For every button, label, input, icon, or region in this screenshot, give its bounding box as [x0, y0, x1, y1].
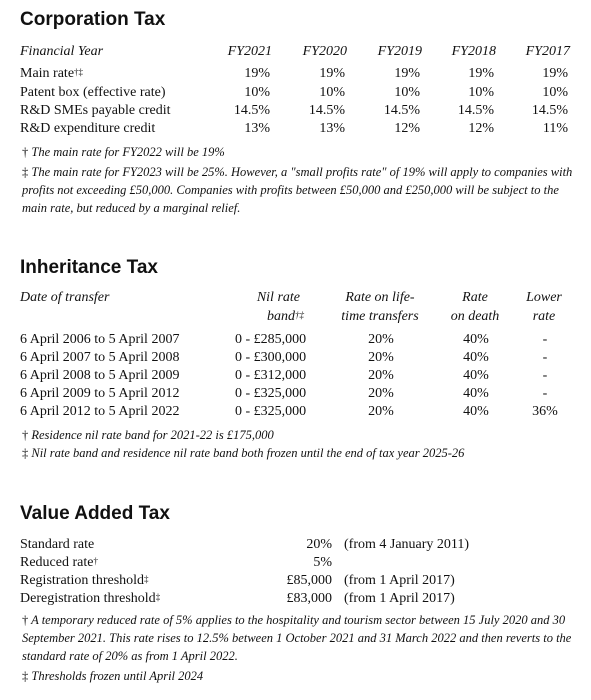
table-cell: 19%	[394, 66, 420, 81]
table-cell-band: 0 - £300,000	[235, 350, 307, 365]
footnote	[22, 163, 577, 217]
table-cell-note: (from 1 April 2017)	[344, 573, 455, 588]
table-row-label	[20, 573, 149, 589]
table-cell: 19%	[319, 66, 345, 81]
table-cell-lower: 36%	[532, 404, 558, 419]
table-row-label: R&D SMEs payable credit	[20, 103, 171, 118]
table-cell-period: 6 April 2009 to 5 April 2012	[20, 386, 180, 401]
table-cell: 19%	[468, 66, 494, 81]
life-rate-header: Rate on life-	[345, 290, 415, 305]
footnote-mark: ‡	[155, 592, 161, 602]
year-header: FY2017	[525, 44, 570, 59]
lower-rate-header: Lower	[526, 290, 562, 305]
corporation-tax-title: Corporation Tax	[20, 9, 166, 30]
table-cell-death: 40%	[463, 350, 489, 365]
table-cell: 10%	[319, 85, 345, 100]
table-cell-band: 0 - £325,000	[235, 386, 307, 401]
table-cell: 10%	[542, 85, 568, 100]
table-cell-lower: -	[542, 332, 548, 347]
table-cell: 14.5%	[531, 103, 568, 118]
table-cell-period: 6 April 2012 to 5 April 2022	[20, 404, 180, 419]
table-row-label	[20, 555, 98, 571]
table-cell-value: £83,000	[286, 591, 332, 606]
table-cell: 14.5%	[233, 103, 270, 118]
table-cell-note: (from 1 April 2017)	[344, 591, 455, 606]
table-cell-lower: -	[542, 350, 548, 365]
footnote	[22, 426, 577, 444]
year-header: FY2018	[451, 44, 496, 59]
footnote-mark: ‡	[22, 669, 29, 683]
footnote-mark: †‡	[74, 67, 84, 77]
footnote-mark: ‡	[144, 574, 149, 584]
table-cell: 13%	[319, 121, 345, 136]
footnote-mark: †	[22, 145, 29, 159]
death-rate-header: Rate	[462, 290, 488, 305]
row-label-text: Deregistration threshold	[20, 591, 156, 606]
footnote-text: A temporary reduced rate of 5% applies to the hospitality and tourism sector between 15 July 2020 and 30 September 2021. This rate rises to 12.5% between 1 October 2021 and 31 March 2022 and then reverts to the standard rate of 20% as from 1 April 2022.	[22, 613, 572, 663]
table-cell: 10%	[394, 85, 420, 100]
table-cell: 12%	[468, 121, 494, 136]
table-cell-value: 20%	[306, 537, 332, 552]
table-cell-life: 20%	[368, 332, 394, 347]
table-cell-period: 6 April 2007 to 5 April 2008	[20, 350, 180, 365]
table-cell-death: 40%	[463, 368, 489, 383]
table-cell: 10%	[244, 85, 270, 100]
table-cell-life: 20%	[368, 404, 394, 419]
footnote-text: Thresholds frozen until April 2024	[31, 669, 204, 683]
table-row-label: Patent box (effective rate)	[20, 85, 166, 100]
table-cell: 19%	[244, 66, 270, 81]
table-cell: 11%	[542, 121, 568, 136]
table-cell: 19%	[542, 66, 568, 81]
vat-title: Value Added Tax	[20, 503, 170, 524]
table-cell: 14.5%	[383, 103, 420, 118]
financial-year-label: Financial Year	[20, 44, 104, 59]
table-cell-note: (from 4 January 2011)	[344, 537, 470, 552]
table-cell-lower: -	[542, 368, 548, 383]
table-cell: 12%	[394, 121, 420, 136]
table-cell-period: 6 April 2008 to 5 April 2009	[20, 368, 180, 383]
year-header: FY2021	[227, 44, 272, 59]
footnote-mark: †‡	[295, 310, 304, 320]
table-cell-death: 40%	[463, 404, 489, 419]
life-rate-header: time transfers	[341, 309, 419, 324]
table-cell-band: 0 - £325,000	[235, 404, 307, 419]
table-cell-value: £85,000	[286, 573, 332, 588]
nil-rate-header: Nil rate	[256, 290, 300, 305]
row-label-text: Reduced rate	[20, 555, 94, 570]
table-cell: 14.5%	[308, 103, 345, 118]
table-cell: 13%	[244, 121, 270, 136]
footnote-text: Nil rate band and residence nil rate band both frozen until the end of tax year 2025-26	[31, 446, 465, 460]
footnote-mark: ‡	[22, 446, 29, 460]
table-cell-life: 20%	[368, 368, 394, 383]
footnote-mark: †	[93, 556, 98, 566]
table-cell-death: 40%	[463, 386, 489, 401]
header-text: band	[267, 309, 295, 324]
table-cell-period: 6 April 2006 to 5 April 2007	[20, 332, 180, 347]
table-cell-lower: -	[542, 386, 548, 401]
table-cell-life: 20%	[368, 350, 394, 365]
inheritance-tax-title: Inheritance Tax	[20, 257, 158, 278]
row-label-text: Main rate	[20, 66, 75, 81]
footnote-mark: ‡	[22, 165, 29, 179]
nil-rate-header	[220, 309, 304, 325]
table-row-label: R&D expenditure credit	[20, 121, 156, 136]
footnote-mark: †	[22, 428, 29, 442]
table-cell-life: 20%	[368, 386, 394, 401]
row-label-text: Registration threshold	[20, 573, 145, 588]
table-cell-death: 40%	[463, 332, 489, 347]
footnote	[22, 667, 577, 685]
table-cell: 14.5%	[457, 103, 494, 118]
death-rate-header: on death	[450, 309, 500, 324]
table-row-label	[20, 66, 83, 82]
table-row-label: Standard rate	[20, 537, 95, 552]
table-cell-band: 0 - £285,000	[235, 332, 307, 347]
year-header: FY2020	[302, 44, 347, 59]
footnote-text: Residence nil rate band for 2021-22 is £175,000	[31, 428, 274, 442]
year-header: FY2019	[377, 44, 422, 59]
table-cell-band: 0 - £312,000	[235, 368, 307, 383]
date-header: Date of transfer	[20, 290, 110, 305]
footnote	[22, 444, 577, 462]
footnote-text: The main rate for FY2023 will be 25%. However, a "small profits rate" of 19% will apply to companies with profits not exceeding £50,000. Companies with profits between £50,000 and £250,000 will be subject to the main rate, but reduced by a marginal relief.	[22, 165, 573, 215]
footnote	[22, 611, 577, 665]
footnote-text: The main rate for FY2022 will be 19%	[31, 145, 225, 159]
footnote	[22, 143, 577, 161]
footnote-mark: †	[22, 613, 29, 627]
table-cell: 10%	[468, 85, 494, 100]
lower-rate-header: rate	[532, 309, 556, 324]
table-cell-value: 5%	[313, 555, 332, 570]
table-row-label	[20, 591, 160, 607]
